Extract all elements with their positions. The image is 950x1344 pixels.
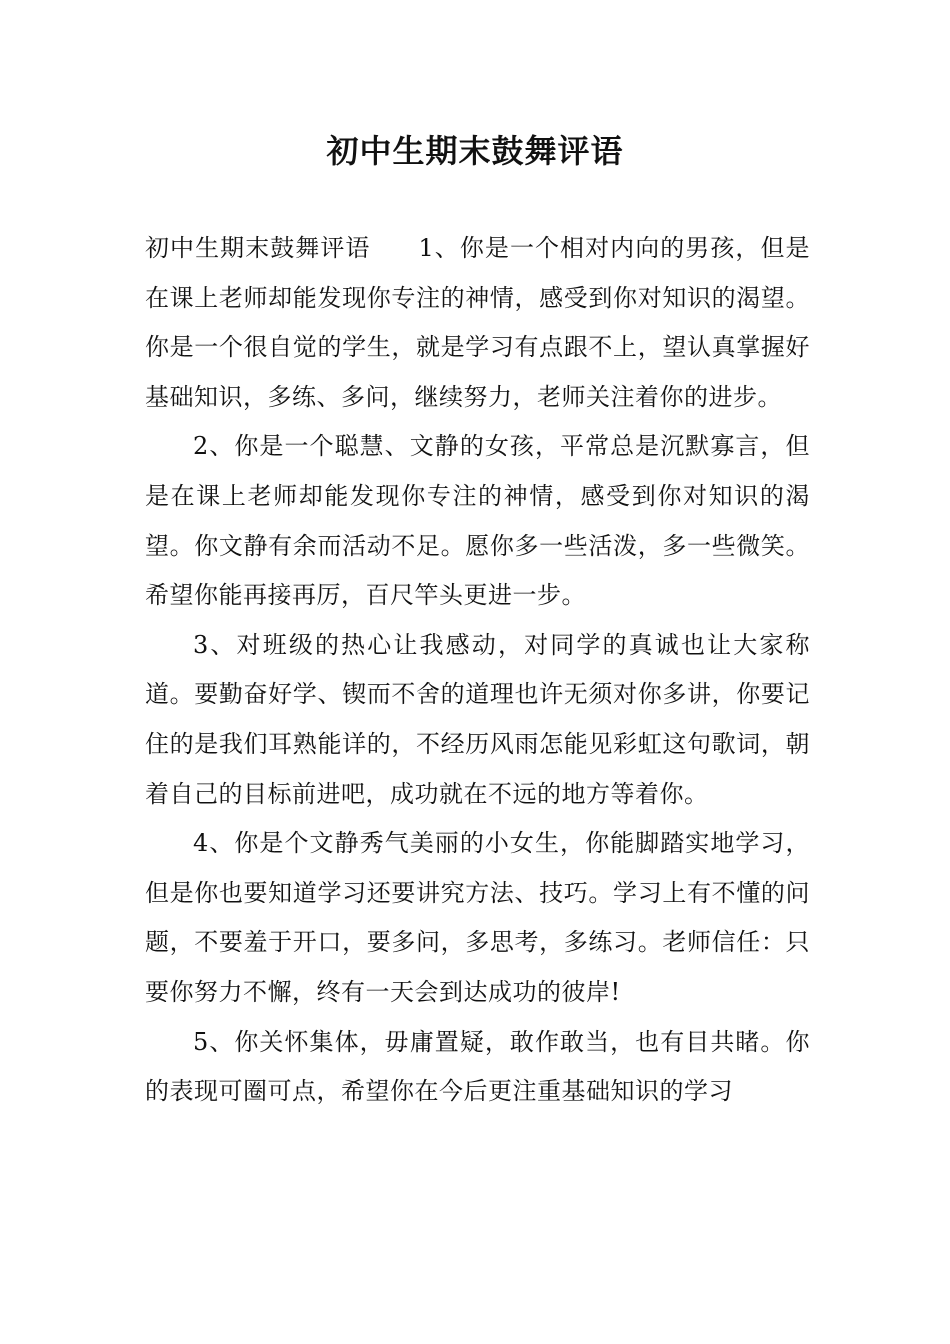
lead-title: 初中生期末鼓舞评语 [145, 234, 371, 262]
paragraph-4: 4、你是个文静秀气美丽的小女生，你能脚踏实地学习，但是你也要知道学习还要讲究方法、技巧。学习上有不懂的问题，不要羞于开口，要多问，多思考，多练习。老师信任：只要你努力不懈，终有一天会到达成功的彼岸! [145, 829, 810, 1006]
paragraph-3: 3、对班级的热心让我感动，对同学的真诚也让大家称道。要勤奋好学、锲而不舍的道理也许无须对你多讲，你要记住的是我们耳熟能详的，不经历风雨怎能见彩虹这句歌词，朝着自己的目标前进吧，成功就在不远的地方等着你。 [145, 630, 810, 808]
paragraph-1 [145, 224, 810, 422]
document-body [145, 224, 810, 1117]
paragraph-2: 2、你是一个聪慧、文静的女孩，平常总是沉默寡言，但是在课上老师却能发现你专注的神情，感受到你对知识的渴望。你文静有余而活动不足。愿你多一些活泼，多一些微笑。希望你能再接再厉，百尺竿头更进一步。 [145, 432, 810, 610]
document-title: 初中生期末鼓舞评语 [326, 132, 624, 170]
paragraph-1-text: 1、你是一个相对内向的男孩，但是在课上老师却能发现你专注的神情，感受到你对知识的渴望。你是一个很自觉的学生，就是学习有点跟不上，望认真掌握好基础知识，多练、多问，继续努力，老师关注着你的进步。 [145, 234, 810, 411]
paragraph-5: 5、你关怀集体，毋庸置疑，敢作敢当，也有目共睹。你的表现可圈可点，希望你在今后更注重基础知识的学习 [145, 1027, 810, 1106]
